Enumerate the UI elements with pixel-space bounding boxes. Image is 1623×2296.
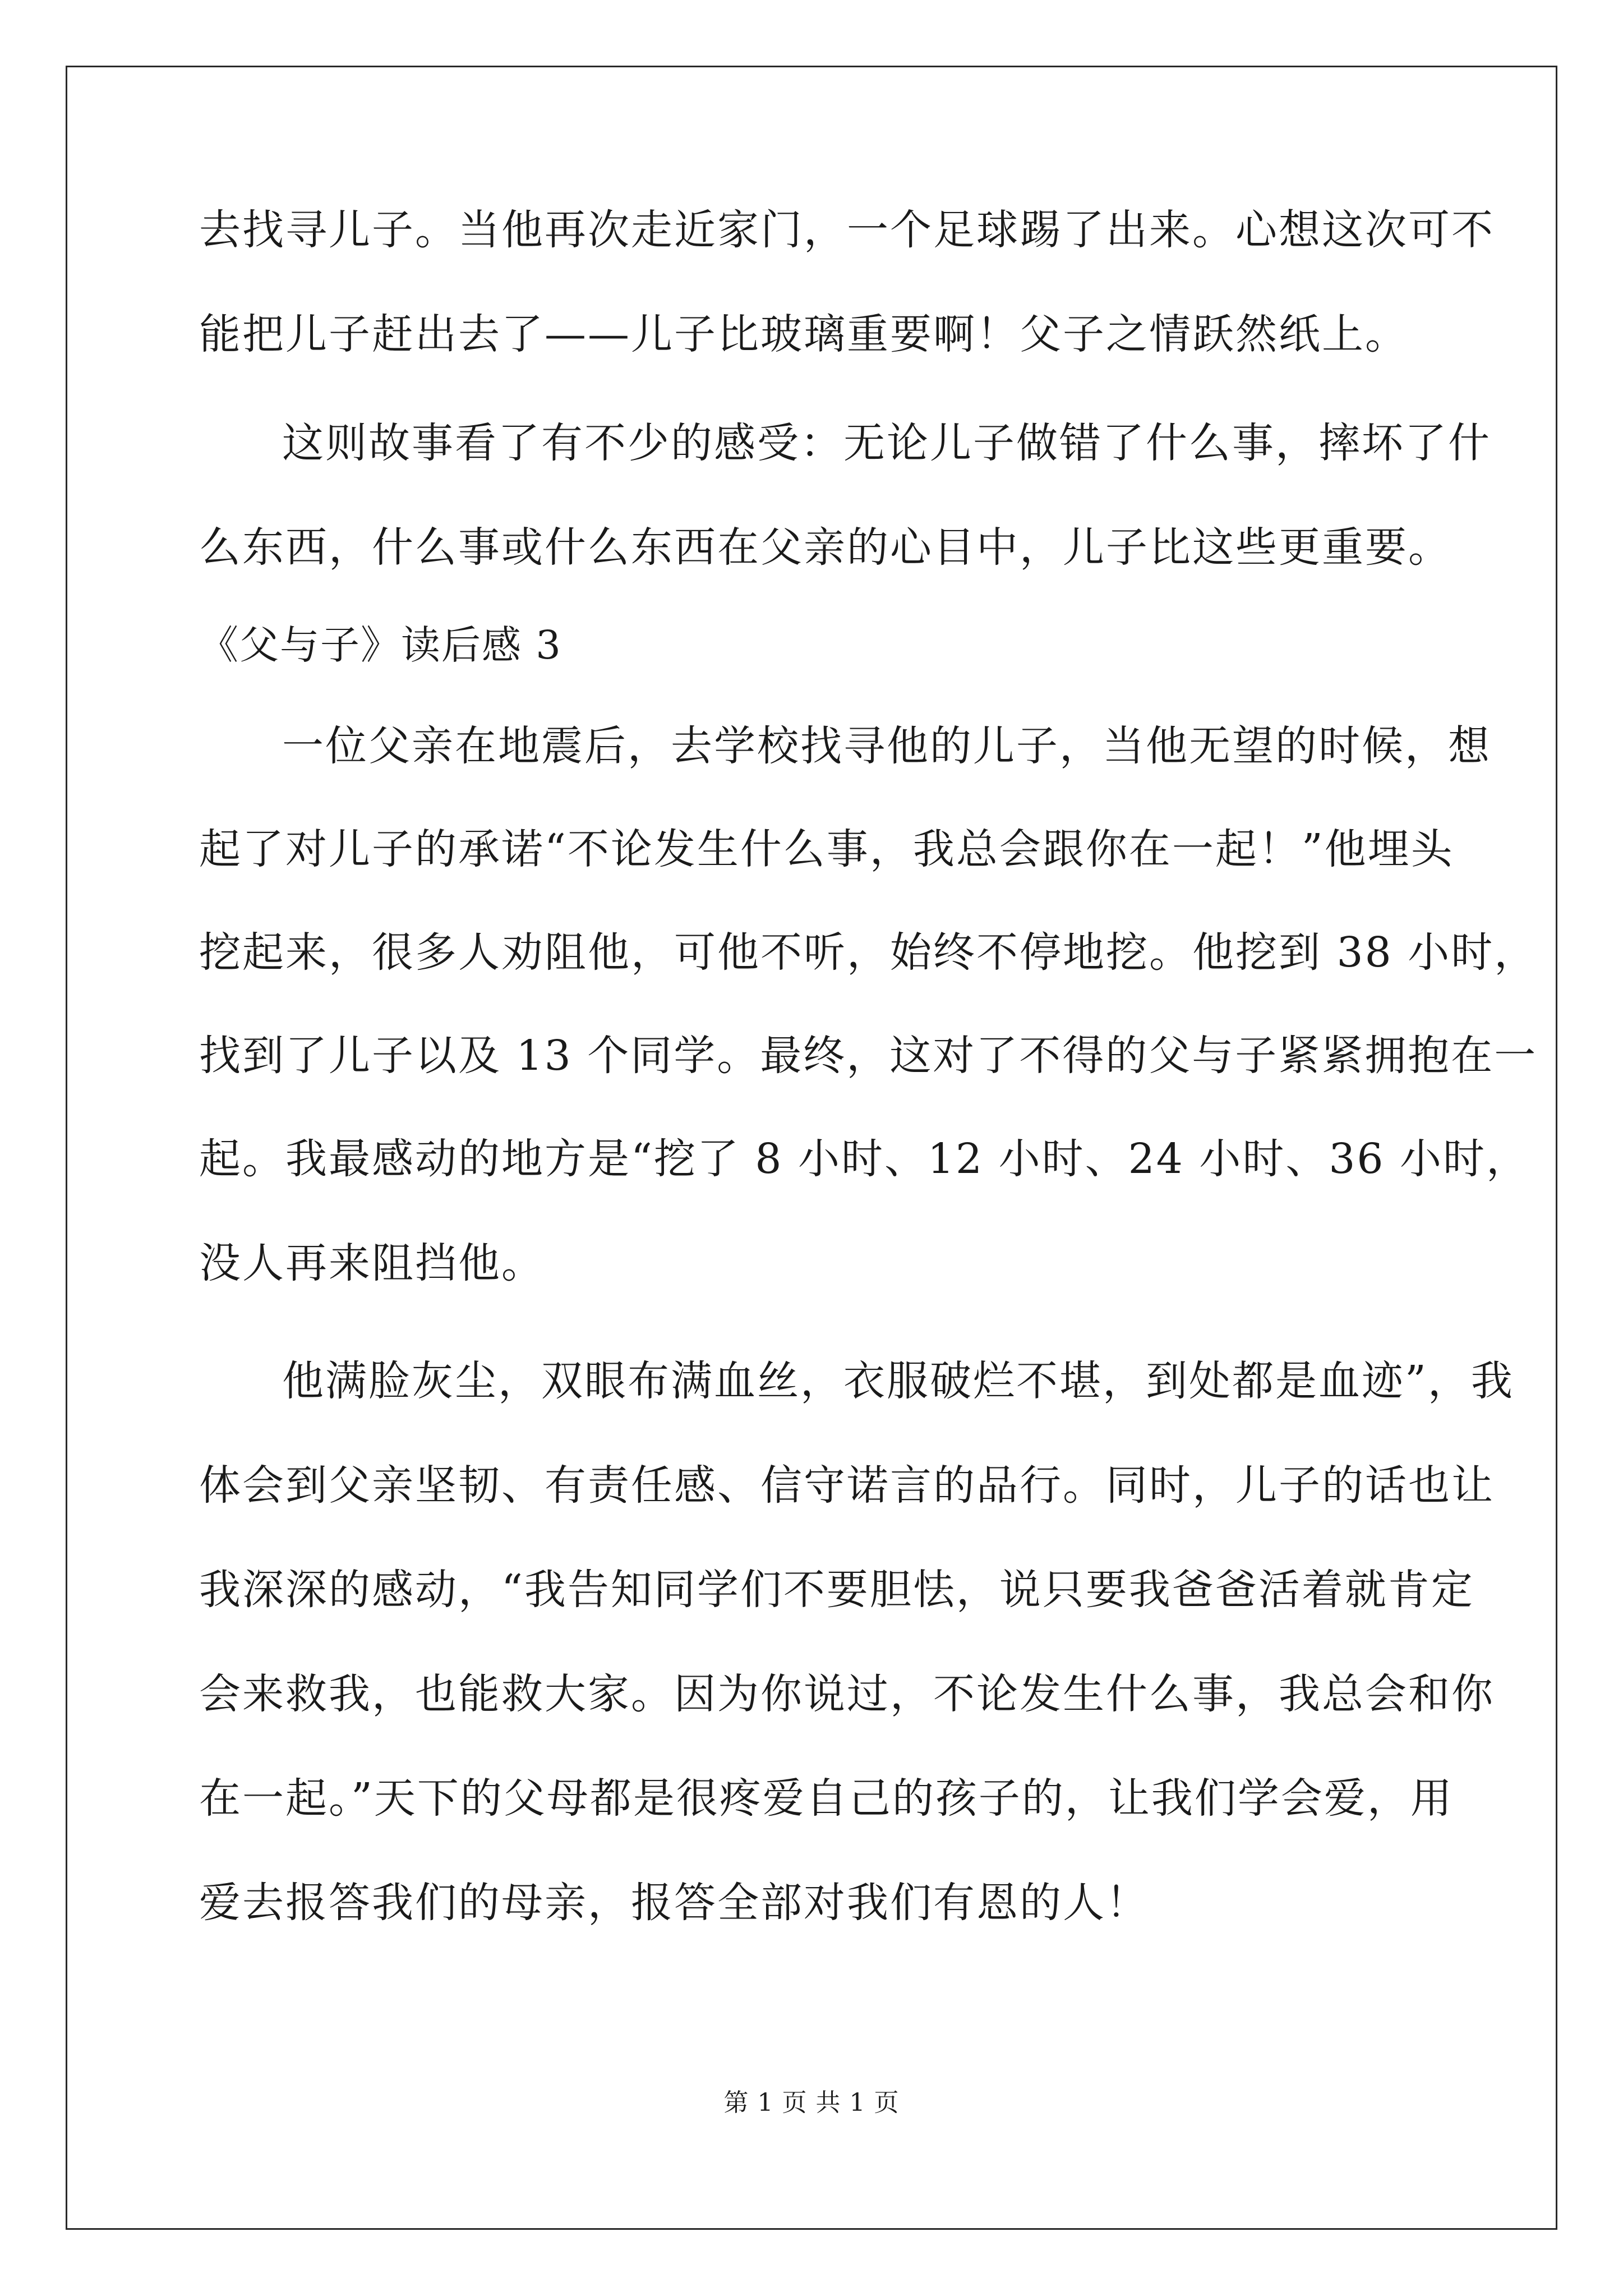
paragraph-4-line-1: 他满脸灰尘，双眼布满血丝，衣服破烂不堪，到处都是血迹”，我 xyxy=(282,1357,1514,1405)
paragraph-3-line-3: 挖起来，很多人劝阻他，可他不听，始终不停地挖。他挖到 38 小时， xyxy=(199,928,1538,977)
paragraph-3-line-1: 一位父亲在地震后，去学校找寻他的儿子，当他无望的时候，想 xyxy=(282,722,1491,770)
paragraph-2-line-2: 么东西，什么事或什么东西在父亲的心目中，儿子比这些更重要。 xyxy=(199,523,1451,572)
section-heading: 《父与子》读后感 3 xyxy=(199,622,562,668)
paragraph-4-line-6: 爱去报答我们的母亲，报答全部对我们有恩的人！ xyxy=(199,1879,1149,1927)
paragraph-3-line-2: 起了对儿子的承诺“不论发生什么事，我总会跟你在一起！”他埋头 xyxy=(199,825,1454,873)
page-footer: 第 1 页 共 1 页 xyxy=(723,2088,900,2117)
paragraph-4-line-4: 会来救我，也能救大家。因为你说过，不论发生什么事，我总会和你 xyxy=(199,1670,1495,1718)
paragraph-3-line-6: 没人再来阻挡他。 xyxy=(199,1239,545,1287)
paragraph-4-line-5: 在一起。”天下的父母都是很疼爱自己的孩子的，让我们学会爱，用 xyxy=(199,1774,1454,1823)
paragraph-4-line-3: 我深深的感动，“我告知同学们不要胆怯，说只要我爸爸活着就肯定 xyxy=(199,1566,1474,1614)
paragraph-3-line-4: 找到了儿子以及 13 个同学。最终，这对了不得的父与子紧紧拥抱在一 xyxy=(199,1032,1538,1080)
paragraph-4-line-2: 体会到父亲坚韧、有责任感、信守诺言的品行。同时，儿子的话也让 xyxy=(199,1461,1495,1510)
paragraph-1-line-2: 能把儿子赶出去了——儿子比玻璃重要啊！父子之情跃然纸上。 xyxy=(199,310,1408,358)
paragraph-3-line-5: 起。我最感动的地方是“挖了 8 小时、12 小时、24 小时、36 小时， xyxy=(199,1135,1530,1183)
paragraph-1-line-1: 去找寻儿子。当他再次走近家门，一个足球踢了出来。心想这次可不 xyxy=(199,206,1495,254)
paragraph-2-line-1: 这则故事看了有不少的感受：无论儿子做错了什么事，摔坏了什 xyxy=(282,419,1491,467)
